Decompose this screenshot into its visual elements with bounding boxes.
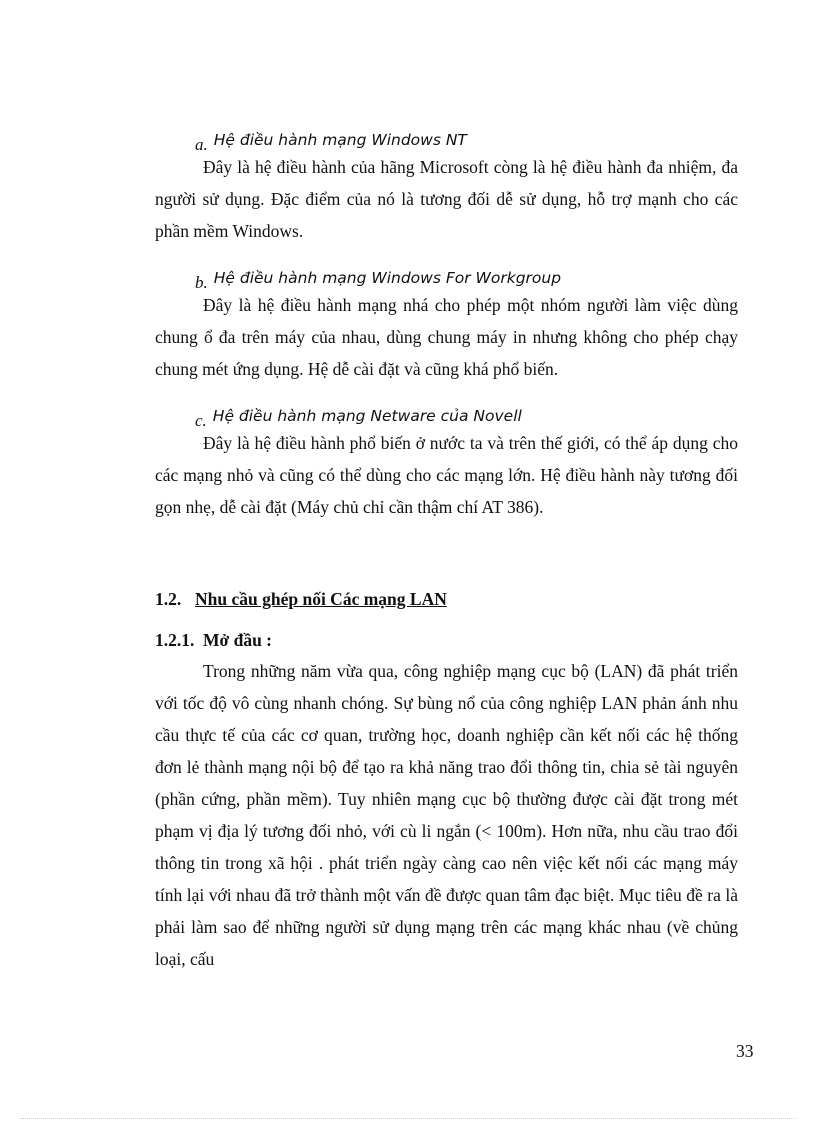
section-heading-1-2: [155, 589, 447, 610]
subheading-windows-workgroup: [195, 268, 562, 292]
section-heading-1-2-1: [155, 630, 272, 651]
paragraph-windows-workgroup: [155, 289, 738, 385]
page-number: 33: [736, 1041, 754, 1061]
paragraph-text: Đây là hệ điều hành của hãng Microsoft còng là hệ điều hành đa nhiệm, đa người sử dụng. Đặc điểm của nó là tương đối dễ sử dụng, hỗ trợ mạnh cho các phần mềm Windows.: [155, 157, 738, 241]
subheading-title: Hệ điều hành mạng Netware của Novell: [212, 407, 522, 425]
subheading-netware: [195, 406, 522, 430]
subheading-windows-nt: [195, 130, 467, 154]
subheading-letter: a.: [195, 135, 208, 154]
subheading-letter: b.: [195, 273, 208, 292]
page-bottom-rule: [20, 1118, 796, 1119]
section-title: Nhu cầu ghép nối Các mạng LAN: [195, 589, 447, 609]
paragraph-text: Đây là hệ điều hành mạng nhá cho phép một nhóm người làm việc dùng chung ổ đa trên máy của nhau, dùng chung máy in nhưng không cho phép chạy chung mét ứng dụng. Hệ dễ cài đặt và cũng khá phổ biến.: [155, 295, 738, 379]
section-number: 1.2.1.: [155, 630, 195, 650]
subheading-letter: c.: [195, 411, 207, 430]
paragraph-text: Trong những năm vừa qua, công nghiệp mạng cục bộ (LAN) đã phát triển với tốc độ vô cùng nhanh chóng. Sự bùng nổ của công nghiệp LAN phản ánh nhu cầu thực tế của các cơ quan, trường học, doanh nghiệp cần kết nối các hệ thống đơn lẻ thành mạng nội bộ để tạo ra khả năng trao đổi thông tin, chia sẻ tài nguyên (phần cứng, phần mềm). Tuy nhiên mạng cục bộ thường được cài đặt trong mét phạm vị địa lý tương đối nhỏ, với cù li ngắn (< 100m). Hơn nữa, nhu cầu trao đổi thông tin trong xã hội . phát triển ngày càng cao nên việc kết nối các mạng máy tính lại với nhau đã trở thành một vấn đề được quan tâm đạc biệt. Mục tiêu đề ra là phải làm sao để những người sử dụng mạng trên các mạng khác nhau (về chủng loại, cấu: [155, 661, 738, 969]
paragraph-windows-nt: [155, 151, 738, 247]
section-number: 1.2.: [155, 589, 182, 609]
subheading-title: Hệ điều hành mạng Windows NT: [213, 131, 467, 149]
subheading-title: Hệ điều hành mạng Windows For Workgroup: [213, 269, 562, 287]
section-title: Mở đầu :: [203, 630, 273, 650]
paragraph-intro: [155, 655, 738, 975]
paragraph-text: Đây là hệ điều hành phổ biến ở nước ta và trên thế giới, có thể áp dụng cho các mạng nhỏ và cũng có thể dùng cho các mạng lớn. Hệ điều hành này tương đối gọn nhẹ, dễ cài đặt (Máy chủ chỉ cần thậm chí AT 386).: [155, 433, 738, 517]
paragraph-netware: [155, 427, 738, 523]
